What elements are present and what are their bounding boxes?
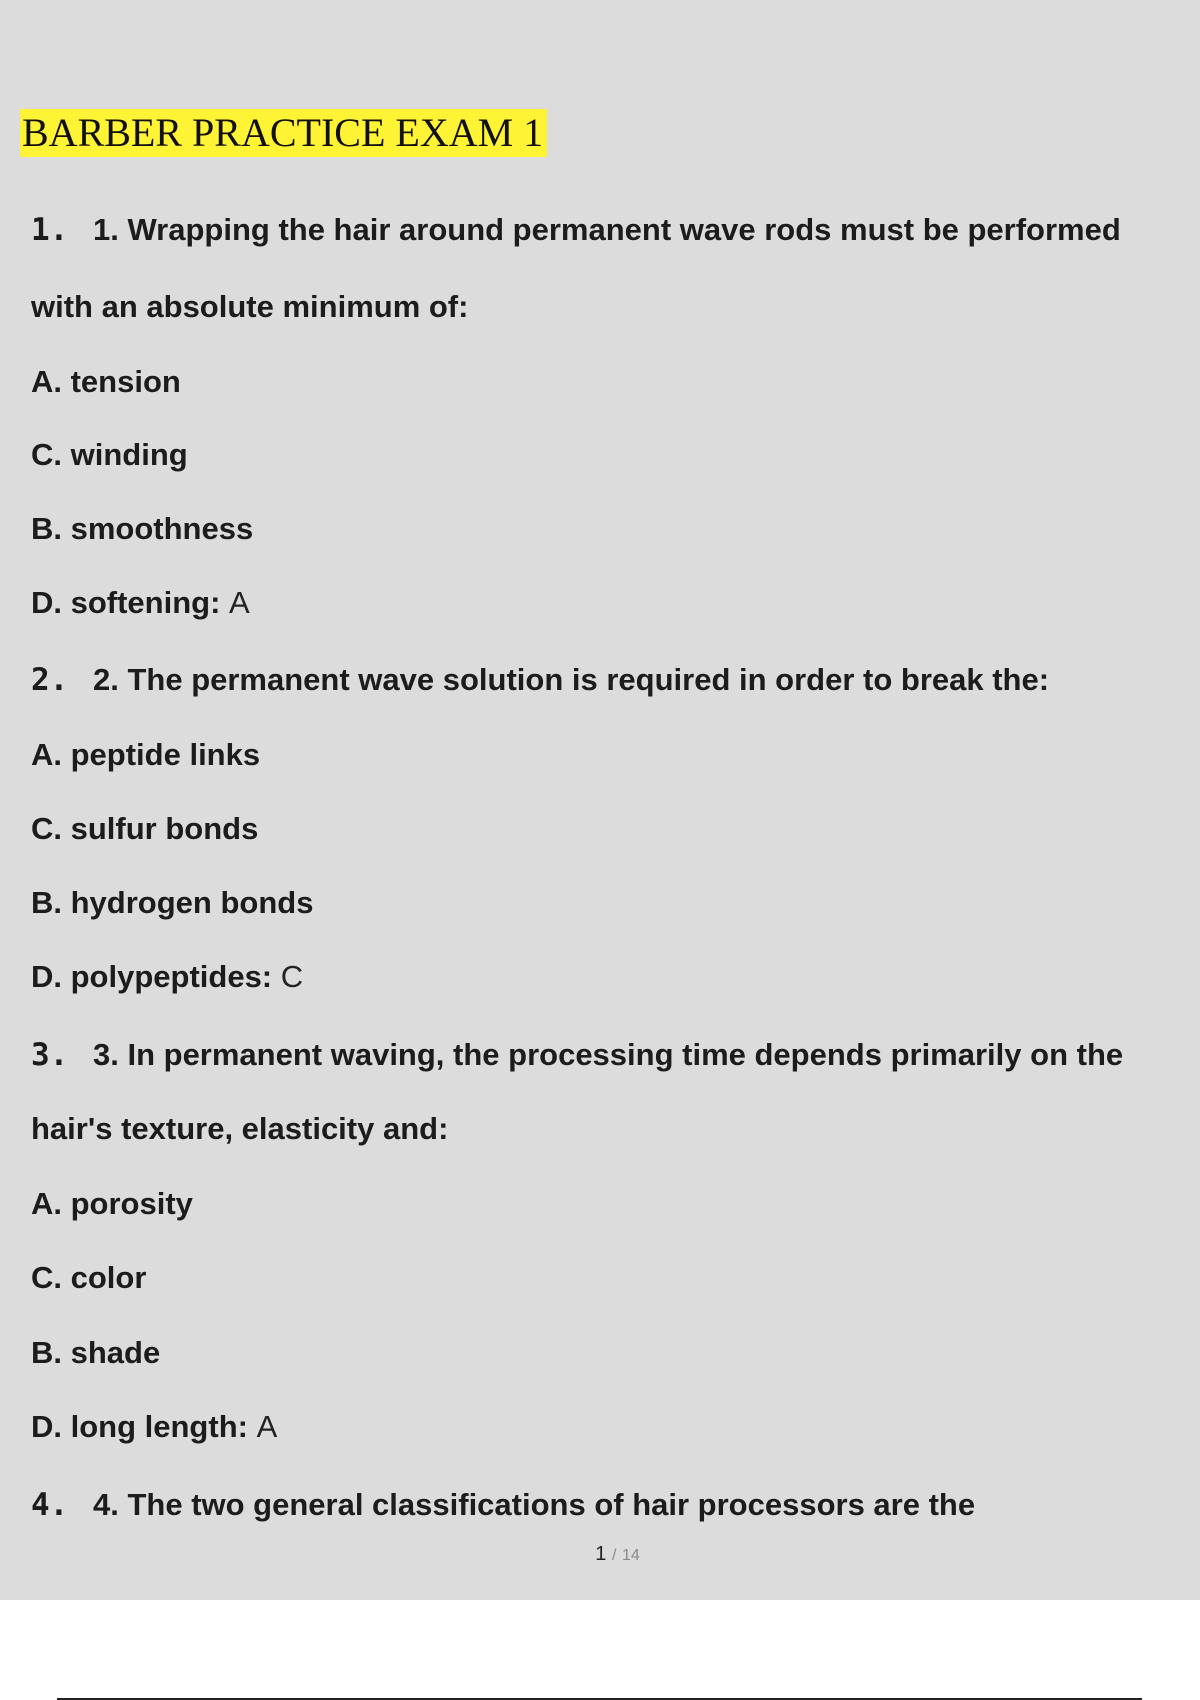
question-2-answer: C: [280, 959, 304, 994]
question-4-text: 4. The two general classifications of hair processors are the: [93, 1487, 976, 1522]
question-2-text: 2. The permanent wave solution is required in order to break the:: [93, 662, 1050, 697]
page-separator: /: [611, 1547, 617, 1564]
question-4-number: 4.: [31, 1487, 69, 1523]
question-3-option-c: C. color: [31, 1260, 147, 1295]
question-1-option-d: [31, 583, 250, 623]
question-3-option-d-text: D. long length:: [31, 1409, 248, 1444]
question-1-option-a: A. tension: [31, 364, 181, 399]
question-1-text: 1. Wrapping the hair around permanent wave rods must be performed: [93, 212, 1121, 247]
question-1-number: 1.: [31, 212, 69, 248]
question-2-option-d-text: D. polypeptides:: [31, 959, 273, 994]
question-3-text: 3. In permanent waving, the processing time depends primarily on the: [93, 1037, 1124, 1072]
question-4-stem-line-1: [31, 1485, 975, 1525]
question-3-option-d: [31, 1407, 277, 1447]
document-title: BARBER PRACTICE EXAM 1: [20, 109, 547, 157]
question-2-option-d: [31, 957, 303, 997]
question-3-stem-line-1: [31, 1035, 1123, 1075]
question-2-option-a: A. peptide links: [31, 737, 261, 772]
question-2-option-b: B. hydrogen bonds: [31, 885, 314, 920]
question-1-option-d-text: D. softening:: [31, 585, 221, 620]
question-3-number: 3.: [31, 1037, 69, 1073]
question-3-option-a: A. porosity: [31, 1186, 193, 1221]
question-1-stem-line-1: [31, 210, 1121, 250]
question-3-option-b: B. shade: [31, 1335, 161, 1370]
question-3-answer: A: [256, 1409, 278, 1444]
question-1-option-b: B. smoothness: [31, 511, 254, 546]
question-1-answer: A: [229, 585, 250, 620]
question-2-option-c: C. sulfur bonds: [31, 811, 259, 846]
question-1-option-c: C. winding: [31, 437, 188, 472]
page-total: 14: [621, 1547, 640, 1564]
page-indicator: [0, 1543, 1200, 1566]
question-1-stem-line-2: with an absolute minimum of:: [31, 289, 469, 324]
question-3-stem-line-2: hair's texture, elasticity and:: [31, 1111, 449, 1146]
question-2-number: 2.: [31, 662, 69, 698]
page-current: 1: [595, 1543, 607, 1565]
question-2-stem-line-1: [31, 660, 1049, 700]
